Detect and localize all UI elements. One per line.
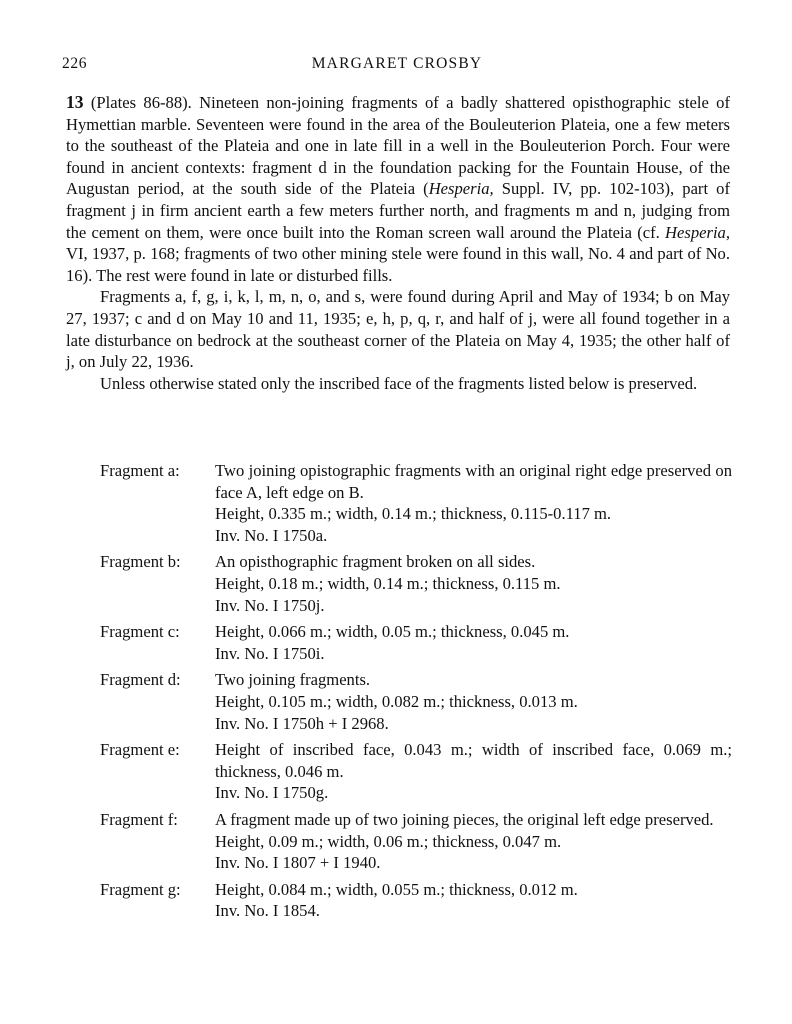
fragment-list: [100, 460, 732, 927]
fragment-dims: Height, 0.335 m.; width, 0.14 m.; thickness, 0.115-0.117 m.: [215, 504, 612, 524]
fragment-label: Fragment c:: [100, 622, 180, 642]
para1-text: (Plates 86-88). Nineteen non-joining fragments of a badly shattered opisthographic stele of Hymettian marble. Seventeen were found in the area of the Bouleuterion Plateia, one a few meters to the southeast of the Plateia and one in late fill in a well in the Bouleuterion Porch. Four were found in ancient contexts: fragment d in the foundation packing for the Fountain House, of the Augustan period, at the south side of the Plateia (: [66, 93, 730, 199]
fragment-details: [215, 879, 732, 922]
fragment-inv: Inv. No. I 1854.: [215, 901, 320, 921]
fragment-label: Fragment a:: [100, 461, 180, 480]
entry-number: 13: [66, 92, 84, 112]
fragment-dims: Height, 0.066 m.; width, 0.05 m.; thickness, 0.045 m.: [215, 622, 570, 642]
hesperia-citation-2: Hesperia,: [665, 222, 730, 242]
fragment-inv: Inv. No. I 1750j.: [215, 595, 325, 615]
entry-paragraph-2: Fragments a, f, g, i, k, l, m, n, o, and s, were found during April and May of 1934; b on May 27, 1937; c and d on May 10 and 11, 1935; e, h, p, q, r, and half of j, were all found together in a late disturbance on bedrock at the southeast corner of the Plateia on May 4, 1935; the other half of j, on July 22, 1936.: [66, 287, 730, 372]
fragment-inv: Inv. No. I 1750h + I 2968.: [215, 713, 389, 733]
fragment-entry: [100, 460, 732, 546]
fragment-details: [215, 809, 732, 874]
para1-text-mid: Suppl. IV, pp. 102-103), part of fragment j in firm ancient earth a few meters further north, and fragments m and n, judging from the cement on them, were once built into the Roman screen wall around the Plateia (cf.: [66, 179, 730, 242]
fragment-details: [215, 551, 732, 616]
fragment-dims: Height, 0.18 m.; width, 0.14 m.; thickness, 0.115 m.: [215, 573, 561, 593]
fragment-dims: Height, 0.09 m.; width, 0.06 m.; thickness, 0.047 m.: [215, 831, 562, 851]
hesperia-citation-1: Hesperia,: [428, 179, 494, 199]
fragment-inv: Inv. No. I 1807 + I 1940.: [215, 853, 381, 873]
fragment-details: [215, 739, 732, 804]
para1-text-end: VI, 1937, p. 168; fragments of two other mining stele were found in this wall, No. 4 and part of No. 16). The rest were found in late or disturbed fills.: [66, 244, 730, 285]
fragment-inv: Inv. No. I 1750a.: [215, 525, 328, 545]
page-number: 226: [62, 55, 88, 72]
entry-text: [66, 92, 730, 394]
fragment-details: [215, 460, 732, 546]
fragment-inv: Inv. No. I 1750i.: [215, 643, 325, 663]
fragment-entry: [100, 621, 732, 664]
fragment-label: Fragment f:: [100, 809, 178, 829]
fragment-entry: [100, 879, 732, 922]
fragment-label: Fragment e:: [100, 740, 180, 760]
fragment-dims: Height, 0.105 m.; width, 0.082 m.; thickness, 0.013 m.: [215, 691, 578, 711]
running-head: MARGARET CROSBY: [311, 55, 483, 72]
fragment-label: Fragment g:: [100, 879, 181, 899]
fragment-details: [215, 621, 732, 664]
fragment-details: [215, 669, 732, 734]
fragment-label: Fragment d:: [100, 670, 181, 690]
entry-paragraph-1: [66, 92, 730, 286]
fragment-label: Fragment b:: [100, 552, 181, 572]
fragment-inv: Inv. No. I 1750g.: [215, 783, 329, 803]
entry-paragraph-3: Unless otherwise stated only the inscribed face of the fragments listed below is preserved.: [100, 373, 698, 393]
fragment-desc: Two joining opistographic fragments with an original right edge preserved on face A, left edge on B.: [215, 461, 732, 502]
fragment-desc: Height of inscribed face, 0.043 m.; width of inscribed face, 0.069 m.; thickness, 0.046 m.: [215, 740, 732, 781]
fragment-entry: [100, 669, 732, 734]
fragment-desc: Two joining fragments.: [215, 670, 371, 690]
fragment-entry: [100, 809, 732, 874]
fragment-desc: A fragment made up of two joining pieces, the original left edge preserved.: [215, 809, 714, 829]
fragment-dims: Height, 0.084 m.; width, 0.055 m.; thickness, 0.012 m.: [215, 879, 578, 899]
page-header: [62, 55, 732, 77]
fragment-entry: [100, 551, 732, 616]
fragment-desc: An opisthographic fragment broken on all sides.: [215, 552, 536, 572]
fragment-entry: [100, 739, 732, 804]
